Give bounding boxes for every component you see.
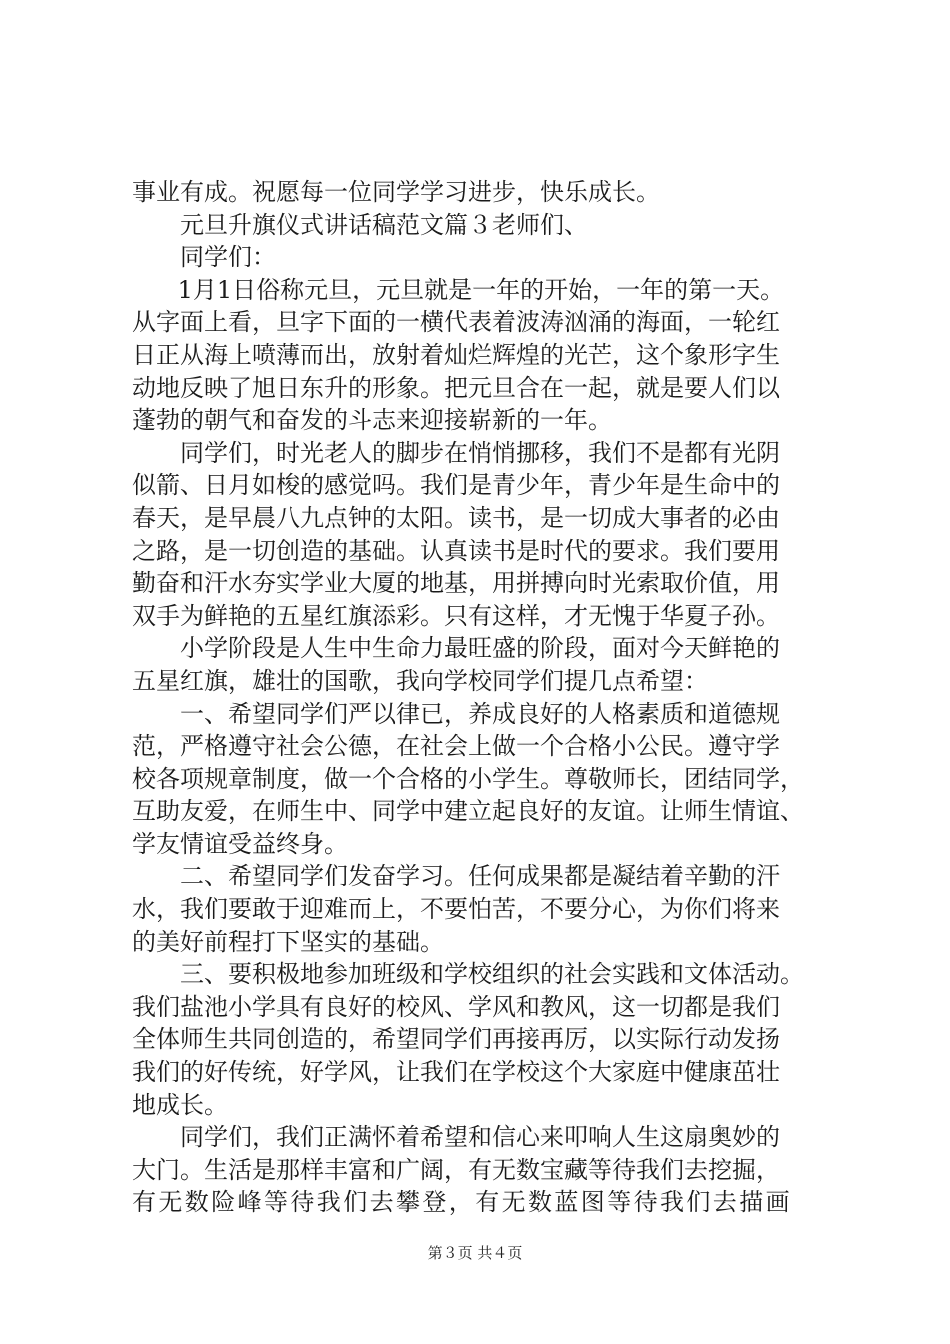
- text-line: 全体师生共同创造的，希望同学们再接再厉，以实际行动发扬: [132, 1025, 780, 1054]
- text-line: 春天，是早晨八九点钟的太阳。读书，是一切成大事者的必由: [132, 503, 780, 532]
- text-line: 有无数险峰等待我们去攀登，有无数蓝图等待我们去描画: [132, 1188, 792, 1217]
- text-line: 动地反映了旭日东升的形象。把元旦合在一起，就是要人们以: [132, 373, 780, 402]
- text-line: 互助友爱，在师生中、同学中建立起良好的友谊。让师生情谊、: [132, 797, 804, 826]
- text-line: 我们的好传统，好学风，让我们在学校这个大家庭中健康茁壮: [132, 1058, 780, 1087]
- text-line: 的美好前程打下坚实的基础。: [132, 927, 444, 956]
- text-line: 事业有成。祝愿每一位同学学习进步，快乐成长。: [132, 178, 660, 206]
- page-footer: 第３页 共４页: [427, 1244, 523, 1262]
- text-line: 日正从海上喷薄而出，放射着灿烂辉煌的光芒，这个象形字生: [132, 340, 780, 369]
- text-line: 学友情谊受益终身。: [132, 829, 348, 858]
- text-line: 双手为鲜艳的五星红旗添彩。只有这样，才无愧于华夏子孙。: [132, 601, 780, 630]
- text-line: 蓬勃的朝气和奋发的斗志来迎接崭新的一年。: [132, 406, 612, 435]
- text-line: 三、要积极地参加班级和学校组织的社会实践和文体活动。: [180, 960, 804, 989]
- text-line: 地成长。: [132, 1090, 228, 1119]
- text-line: 校各项规章制度，做一个合格的小学生。尊敬师长，团结同学，: [132, 764, 804, 793]
- text-line: 似箭、日月如梭的感觉吗。我们是青少年，青少年是生命中的: [132, 471, 780, 500]
- text-line: 范，严格遵守社会公德，在社会上做一个合格小公民。遵守学: [132, 732, 780, 761]
- text-line: 一、希望同学们严以律已，养成良好的人格素质和道德规: [180, 699, 780, 728]
- text-line: 从字面上看，旦字下面的一横代表着波涛汹涌的海面，一轮红: [132, 308, 780, 337]
- text-line: 二、希望同学们发奋学习。任何成果都是凝结着辛勤的汗: [180, 862, 780, 891]
- text-line: 同学们：: [180, 243, 276, 272]
- text-line: 勤奋和汗水夯实学业大厦的地基，用拼搏向时光索取价值，用: [132, 569, 780, 598]
- body-text: [132, 176, 842, 1219]
- text-line: 五星红旗，雄壮的国歌，我向学校同学们提几点希望：: [132, 666, 708, 695]
- text-line: 水，我们要敢于迎难而上，不要怕苦，不要分心，为你们将来: [132, 895, 780, 924]
- text-line: 元旦升旗仪式讲话稿范文篇３老师们、: [180, 210, 588, 239]
- text-line: 小学阶段是人生中生命力最旺盛的阶段，面对今天鲜艳的: [180, 634, 780, 663]
- text-line: 同学们，我们正满怀着希望和信心来叩响人生这扇奥妙的: [180, 1123, 780, 1152]
- text-line: 1月1日俗称元旦，元旦就是一年的开始，一年的第一天。: [177, 275, 785, 304]
- text-line: 我们盐池小学具有良好的校风、学风和教风，这一切都是我们: [132, 992, 780, 1021]
- text-line: 同学们，时光老人的脚步在悄悄挪移，我们不是都有光阴: [180, 438, 780, 467]
- text-line: 大门。生活是那样丰富和广阔，有无数宝藏等待我们去挖掘，: [132, 1155, 780, 1184]
- text-line: 之路，是一切创造的基础。认真读书是时代的要求。我们要用: [132, 536, 780, 565]
